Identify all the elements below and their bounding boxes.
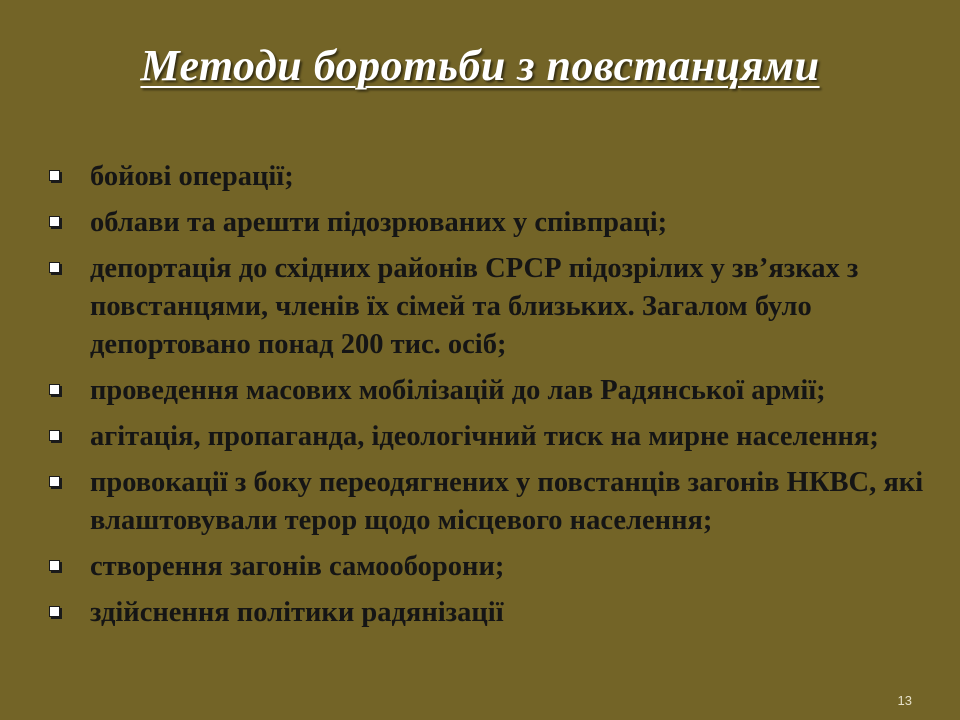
- bullet-item: [46, 372, 946, 410]
- bullet-text: облави та арешти підозрюваних у співпраці;: [90, 207, 668, 238]
- bullet-text: бойові операції;: [90, 161, 294, 192]
- slide-title: Методи боротьби з повстанцями: [140, 41, 820, 90]
- bullet-item: [46, 250, 946, 364]
- bullet-text: провокації з боку переодягнених у повстанців загонів НКВС, які влаштовували терор щодо місцевого населення;: [90, 467, 924, 536]
- square-bullet-icon: [49, 430, 60, 441]
- bullet-text: проведення масових мобілізацій до лав Радянської армії;: [90, 375, 826, 406]
- bullet-text: створення загонів самооборони;: [90, 551, 505, 582]
- page-number: 13: [897, 693, 912, 708]
- bullet-item: [46, 594, 946, 632]
- square-bullet-icon: [49, 560, 60, 571]
- square-bullet-icon: [49, 384, 60, 395]
- square-bullet-icon: [49, 476, 60, 487]
- bullet-item: [46, 548, 946, 586]
- bullet-text: здійснення політики радянізації: [90, 597, 504, 628]
- bullet-text: агітація, пропаганда, ідеологічний тиск на мирне населення;: [90, 421, 879, 452]
- square-bullet-icon: [49, 262, 60, 273]
- bullet-item: [46, 464, 946, 540]
- bullet-list: [46, 158, 946, 640]
- bullet-item: [46, 158, 946, 196]
- bullet-item: [46, 418, 946, 456]
- square-bullet-icon: [49, 170, 60, 181]
- square-bullet-icon: [49, 216, 60, 227]
- bullet-text: депортація до східних районів СРСР підозрілих у зв’язках з повстанцями, членів їх сімей та близьких. Загалом було депортовано понад 200 тис. осіб;: [90, 253, 859, 360]
- bullet-item: [46, 204, 946, 242]
- square-bullet-icon: [49, 606, 60, 617]
